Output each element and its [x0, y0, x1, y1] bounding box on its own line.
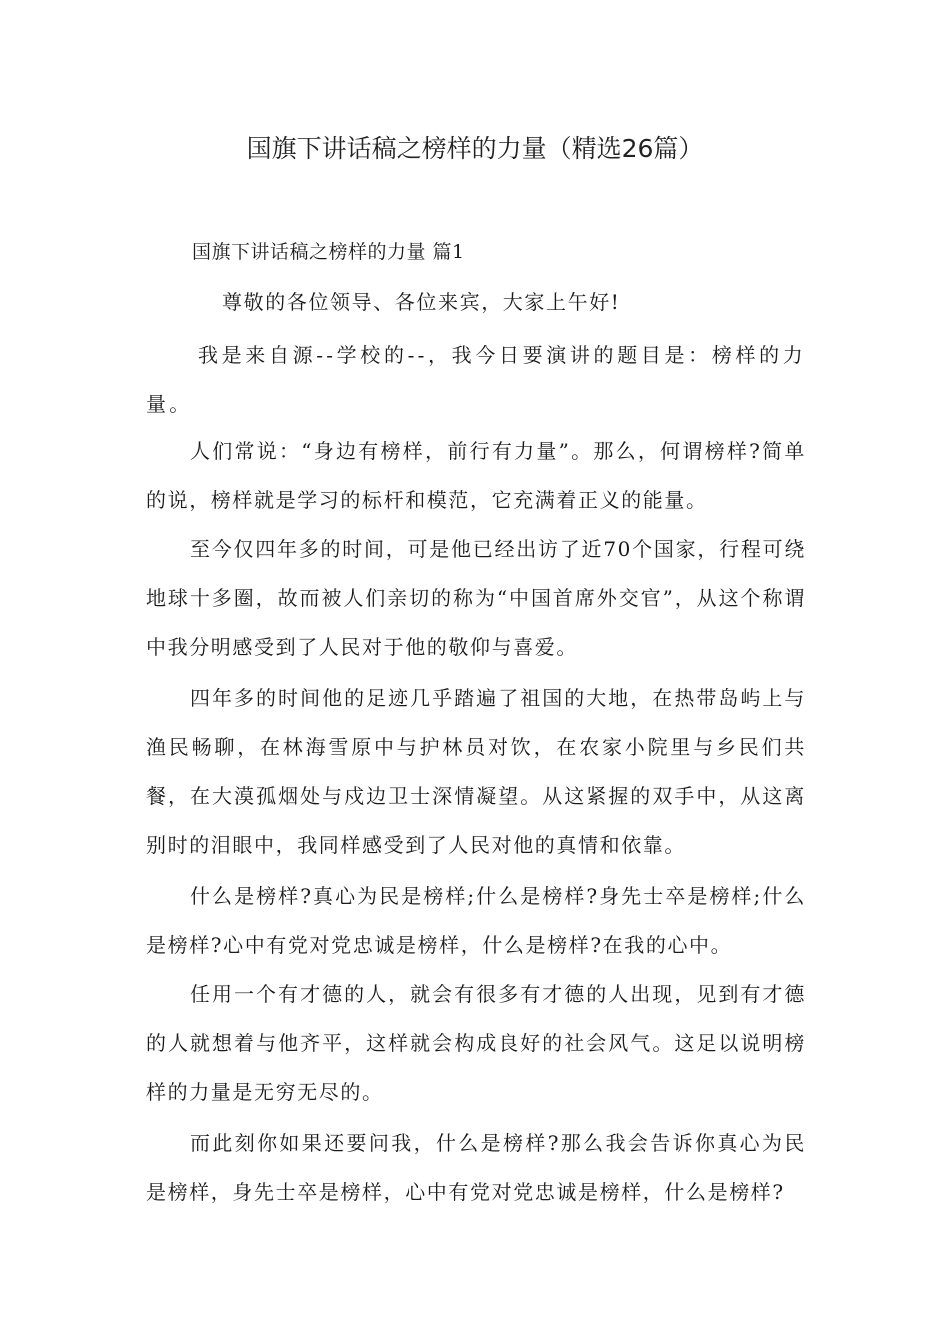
section-heading: 国旗下讲话稿之榜样的力量 篇1 [192, 241, 465, 263]
paragraph-3: 至今仅四年多的时间，可是他已经出访了近70个国家，行程可绕地球十多圈，故而被人们亲切的称为“中国首席外交官”，从这个称谓中我分明感受到了人民对于他的敬仰与喜爱。 [146, 537, 806, 659]
paragraph-5: 什么是榜样?真心为民是榜样;什么是榜样?身先士卒是榜样;什么是榜样?心中有党对党忠诚是榜样，什么是榜样?在我的心中。 [146, 884, 806, 957]
paragraph-7: 而此刻你如果还要问我，什么是榜样?那么我会告诉你真心为民是榜样，身先士卒是榜样，心中有党对党忠诚是榜样，什么是榜样? [146, 1131, 806, 1204]
document-title: 国旗下讲话稿之榜样的力量（精选26篇） [246, 134, 704, 163]
paragraph-6: 任用一个有才德的人，就会有很多有才德的人出现，见到有才德的人就想着与他齐平，这样就会构成良好的社会风气。这足以说明榜样的力量是无穷无尽的。 [146, 982, 806, 1104]
paragraph-2: 人们常说：“身边有榜样，前行有力量”。那么，何谓榜样?简单的说，榜样就是学习的标杆和模范，它充满着正义的能量。 [146, 439, 806, 512]
paragraph-1: 我是来自源--学校的--，我今日要演讲的题目是：榜样的力量。 [146, 343, 806, 416]
salutation: 尊敬的各位领导、各位来宾，大家上午好! [222, 290, 621, 314]
paragraph-4: 四年多的时间他的足迹几乎踏遍了祖国的大地，在热带岛屿上与渔民畅聊，在林海雪原中与护林员对饮，在农家小院里与乡民们共餐，在大漠孤烟处与戍边卫士深情凝望。从这紧握的双手中，从这离别时的泪眼中，我同样感受到了人民对他的真情和依靠。 [146, 686, 806, 857]
